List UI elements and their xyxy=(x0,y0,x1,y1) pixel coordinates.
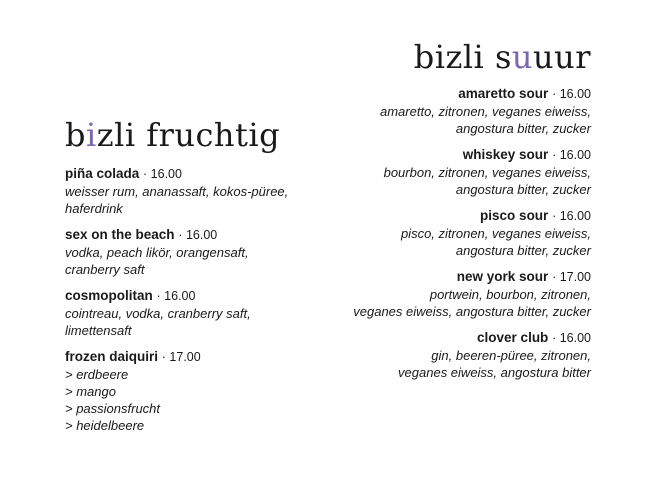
item-name: pisco sour xyxy=(480,208,549,224)
item-desc-line: angostura bitter, zucker xyxy=(455,243,591,259)
item-desc-line: angostura bitter, zucker xyxy=(455,121,591,137)
menu-item-whiskey-sour xyxy=(291,146,591,198)
title-part: zli fruchtig xyxy=(96,116,281,154)
item-desc-line: amaretto, zitronen, veganes eiweiss, xyxy=(380,104,591,120)
item-name: frozen daiquiri xyxy=(65,349,159,365)
section-suuur xyxy=(291,40,591,390)
menu-item-clover-club xyxy=(291,329,591,381)
item-desc-line: angostura bitter, zucker xyxy=(455,182,591,198)
item-price: · 16.00 xyxy=(552,148,591,163)
item-price: · 17.00 xyxy=(161,350,201,365)
item-price: · 16.00 xyxy=(143,167,182,182)
section-title-suuur xyxy=(291,40,591,75)
item-desc-line: haferdrink xyxy=(65,201,123,217)
item-price: · 16.00 xyxy=(552,331,591,346)
item-name: piña colada xyxy=(65,166,140,182)
item-price: · 16.00 xyxy=(178,228,218,243)
item-desc-line: bourbon, zitronen, veganes eiweiss, xyxy=(383,165,591,181)
title-part: bizli s xyxy=(413,38,512,76)
menu-item-new-york-sour xyxy=(291,268,591,320)
item-price: · 16.00 xyxy=(552,209,591,224)
menu-item-amaretto-sour xyxy=(291,85,591,137)
item-option: > heidelbeere xyxy=(65,418,145,434)
item-price: · 17.00 xyxy=(552,270,591,285)
title-accent-letter: u xyxy=(511,38,533,76)
item-desc-line: gin, beeren-püree, zitronen, xyxy=(431,348,591,364)
item-desc-line: limettensaft xyxy=(65,323,132,339)
item-desc-line: cointreau, vodka, cranberry saft, xyxy=(65,306,251,322)
item-desc-line: cranberry saft xyxy=(65,262,145,278)
item-name: new york sour xyxy=(456,269,549,285)
title-part: uur xyxy=(532,38,591,76)
item-desc-line: veganes eiweiss, angostura bitter xyxy=(398,365,591,381)
item-name: amaretto sour xyxy=(458,86,549,102)
item-desc-line: pisco, zitronen, veganes eiweiss, xyxy=(400,226,591,242)
item-price: · 16.00 xyxy=(552,87,591,102)
item-option: > mango xyxy=(65,384,116,400)
item-desc-line: portwein, bourbon, zitronen, xyxy=(429,287,591,303)
item-desc-line: weisser rum, ananassaft, kokos-püree, xyxy=(65,184,289,200)
title-accent-letter: i xyxy=(85,116,97,154)
item-name: cosmopolitan xyxy=(65,288,153,304)
title-part: b xyxy=(65,116,86,154)
item-desc-line: vodka, peach likör, orangensaft, xyxy=(65,245,249,261)
menu-item-pisco-sour xyxy=(291,207,591,259)
item-name: sex on the beach xyxy=(65,227,175,243)
item-option: > passionsfrucht xyxy=(65,401,161,417)
item-name: clover club xyxy=(477,330,549,346)
item-desc-line: veganes eiweiss, angostura bitter, zucker xyxy=(353,304,591,320)
item-name: whiskey sour xyxy=(462,147,549,163)
item-price: · 16.00 xyxy=(156,289,196,304)
item-option: > erdbeere xyxy=(65,367,129,383)
